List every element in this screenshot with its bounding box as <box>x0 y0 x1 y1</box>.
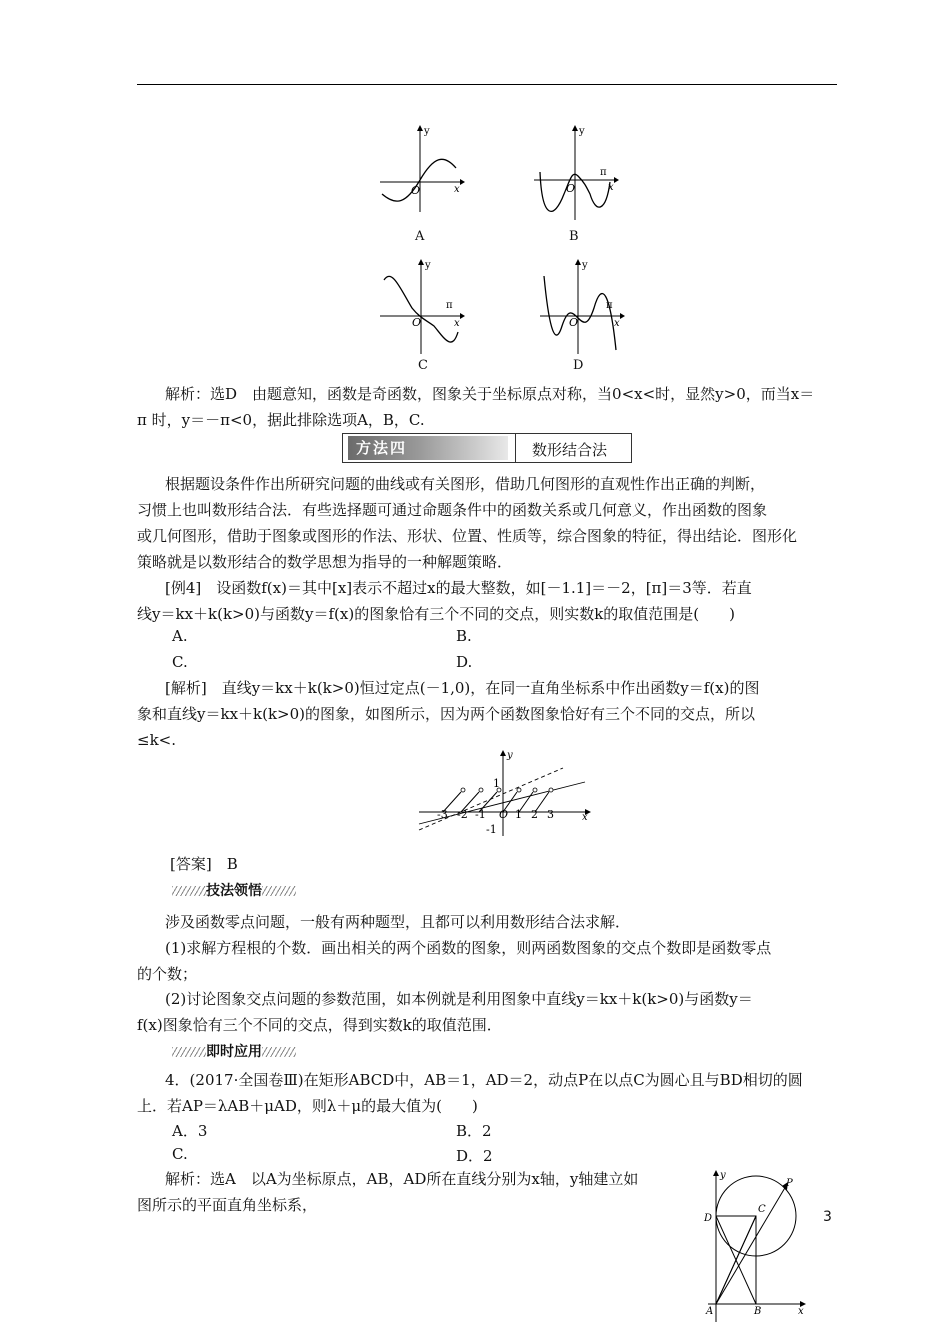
tick-1: 1 <box>515 808 522 821</box>
fig-label-x: x <box>798 1306 804 1317</box>
method-banner <box>342 433 632 463</box>
graph-a-y-label: y <box>424 126 430 137</box>
question4-option-c: C. <box>172 1145 188 1163</box>
graph-c-x-label: x <box>454 318 460 329</box>
apply-heading-text: 即时应用 <box>206 1044 262 1060</box>
graph-a <box>376 122 466 214</box>
graph-d <box>536 256 626 356</box>
graph-b-origin: O <box>566 182 576 195</box>
method-desc-4: 策略就是以数形结合的数学思想为指导的一种解题策略． <box>137 553 513 571</box>
example4-option-d: D. <box>456 653 473 671</box>
tick-y-1: 1 <box>493 777 500 790</box>
skill-p2-b: f(x)图象恰有三个不同的交点，得到实数k的取值范围． <box>137 1016 502 1034</box>
graph-c-pi: π <box>446 300 453 311</box>
tick-minus1: -1 <box>475 808 486 821</box>
graph-d-pi: π <box>606 300 613 311</box>
skill-heading-text: 技法领悟 <box>206 883 262 899</box>
graph-d-x-label: x <box>614 318 620 329</box>
example4-option-b: B. <box>456 627 472 645</box>
skill-p1-a: (1)求解方程根的个数．画出相关的两个函数的图象，则两函数图象的交点个数即是函数零点 <box>165 939 772 957</box>
method-tag: 方法四 <box>348 436 508 460</box>
solution4-line-1: [解析] 直线y＝kx＋k(k>0)恒过定点(－1,0)，在同一直角坐标系中作出函数y＝f(x)的图 <box>165 679 760 697</box>
step-graph-x-label: x <box>582 812 588 823</box>
rectangle-circle-figure <box>700 1166 810 1326</box>
graph-b-x-label: x <box>608 182 614 193</box>
tick-minus3: -3 <box>437 808 448 821</box>
method-desc-3: 或几何图形，借助于图象或图形的作法、形状、位置、性质等，综合图象的特征，得出结论．图形化 <box>137 527 798 545</box>
skill-intro: 涉及函数零点问题，一般有两种题型，且都可以利用数形结合法求解． <box>165 913 631 931</box>
tick-minus2: -2 <box>457 808 468 821</box>
fig-label-b: B <box>754 1306 762 1317</box>
example4-option-c: C. <box>172 653 188 671</box>
tick-2: 2 <box>531 808 538 821</box>
skill-heading <box>172 880 296 900</box>
step-graph-y-label: y <box>507 750 513 761</box>
question4-solution-1: 解析：选A 以A为坐标原点，AB，AD所在直线分别为x轴，y轴建立如 <box>165 1170 639 1188</box>
question4-line-1: 4．(2017·全国卷Ⅲ)在矩形ABCD中，AB＝1，AD＝2，动点P在以点C为圆心且与BD相切的圆 <box>165 1071 803 1089</box>
example4-line-2: 线y＝kx＋k(k>0)与函数y＝f(x)的图象恰有三个不同的交点，则实数k的取值范围是( ) <box>137 605 736 623</box>
graph-c-origin: O <box>412 316 422 329</box>
graph-b-pi: π <box>600 167 607 178</box>
hatch-decor-right <box>262 886 296 896</box>
graph-a-origin: O <box>411 184 421 197</box>
hatch-decor-left <box>172 886 206 896</box>
analysis-line-2: π 时，y＝－π<0，据此排除选项A，B，C. <box>137 411 425 429</box>
question4-solution-2: 图所示的平面直角坐标系， <box>137 1196 318 1214</box>
graph-label-d: D <box>573 358 584 373</box>
page-number: 3 <box>823 1209 832 1225</box>
graph-c <box>376 256 466 356</box>
graph-label-c: C <box>418 358 428 373</box>
question4-option-d: D．2 <box>456 1147 493 1165</box>
graph-label-a: A <box>415 229 425 244</box>
step-function-graph <box>415 746 595 838</box>
graph-c-y-label: y <box>425 260 431 271</box>
graph-b <box>530 122 620 222</box>
fig-label-p: P <box>786 1178 793 1189</box>
graph-b-y-label: y <box>579 126 585 137</box>
question4-option-a: A．3 <box>172 1122 208 1140</box>
graph-label-b: B <box>569 229 579 244</box>
fig-label-a: A <box>706 1306 714 1317</box>
apply-heading <box>172 1041 296 1061</box>
tick-origin: O <box>499 808 509 821</box>
example4-line-1: [例4] 设函数f(x)＝其中[x]表示不超过x的最大整数，如[－1.1]＝－2，[π]＝3等．若直 <box>165 579 752 597</box>
fig-label-d: D <box>704 1213 713 1224</box>
analysis-line-1: 解析：选D 由题意知，函数是奇函数，图象关于坐标原点对称，当0<x<时，显然y>0，而当x＝ <box>165 385 815 403</box>
skill-p2-a: (2)讨论图象交点问题的参数范围，如本例就是利用图象中直线y＝kx＋k(k>0)与函数y＝ <box>165 990 753 1008</box>
graph-d-y-label: y <box>582 260 588 271</box>
hatch-decor-right-2 <box>262 1047 296 1057</box>
hatch-decor-left-2 <box>172 1047 206 1057</box>
solution4-line-3: ≤k<. <box>137 731 176 749</box>
method-desc-2: 习惯上也叫数形结合法．有些选择题可通过命题条件中的函数关系或几何意义，作出函数的图象 <box>137 501 768 519</box>
answer4: [答案] B <box>170 855 238 873</box>
graph-a-x-label: x <box>454 184 460 195</box>
skill-p1-b: 的个数； <box>137 965 198 983</box>
method-desc-1: 根据题设条件作出所研究问题的曲线或有关图形，借助几何图形的直观性作出正确的判断， <box>165 475 766 493</box>
example4-option-a: A. <box>172 627 188 645</box>
question4-option-b: B．2 <box>456 1122 492 1140</box>
tick-3: 3 <box>547 808 554 821</box>
method-title: 数形结合法 <box>532 441 608 459</box>
solution4-line-2: 象和直线y＝kx＋k(k>0)的图象，如图所示，因为两个函数图象恰好有三个不同的交点，所以 <box>137 705 756 723</box>
graph-d-origin: O <box>569 316 579 329</box>
question4-line-2: 上．若AP＝λAB＋μAD，则λ＋μ的最大值为( ) <box>137 1097 478 1115</box>
header-rule <box>137 84 837 85</box>
fig-label-y: y <box>720 1170 726 1181</box>
fig-label-c: C <box>758 1204 766 1215</box>
tick-y-minus1: -1 <box>486 823 497 836</box>
